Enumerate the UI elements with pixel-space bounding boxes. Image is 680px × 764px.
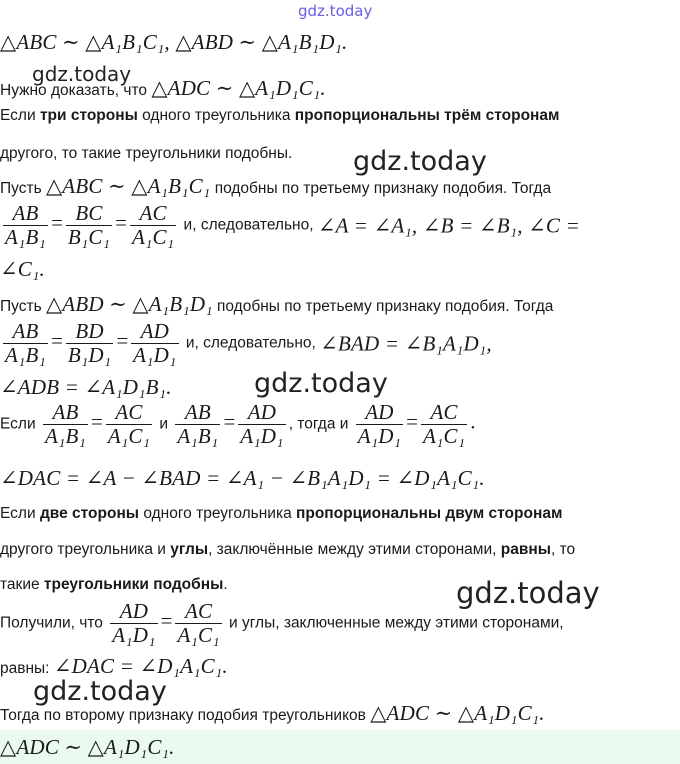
- numerator: AC: [421, 401, 467, 425]
- rule1-line2: [0, 144, 292, 164]
- given-line: [0, 32, 348, 55]
- step1-line2: $\frac{AB}{\text{A₁B₁}}$ = $\frac{BC}{\text{B₁C₁}}$ = $\frac{AC}{\text{A₁C₁}}$ и, следовательно, ∠A = ∠A₁, ∠B = ∠B₁, ∠C =: [5, 201, 580, 249]
- denominator: A₁D₁: [357, 424, 402, 448]
- prove-line: [0, 78, 326, 101]
- numerator: AB: [3, 202, 48, 226]
- text: другого, то такие треугольники подобны.: [0, 145, 293, 162]
- watermark: gdz.today: [456, 576, 600, 610]
- numerator: AD: [131, 320, 178, 344]
- text: , тогда и: [288, 415, 353, 433]
- rule2-line1: [0, 504, 562, 524]
- numerator: BD: [66, 320, 113, 344]
- bold-text: углы: [170, 541, 209, 558]
- denominator: A₁C₁: [107, 424, 151, 448]
- watermark: gdz.today: [298, 2, 373, 20]
- text: Если: [0, 415, 40, 433]
- text: Получили, что: [0, 614, 108, 632]
- numerator: AB: [43, 401, 88, 425]
- text: , то: [550, 541, 576, 558]
- numerator: AD: [356, 401, 403, 425]
- bold-text: равны: [500, 541, 551, 558]
- numerator: AC: [106, 401, 152, 425]
- text: Если: [0, 505, 40, 522]
- text: подобны по третьему признаку подобия. Тогда: [210, 180, 552, 197]
- text: Пусть: [0, 298, 46, 315]
- text: подобны по третьему признаку подобия. Тогда: [212, 298, 554, 315]
- text: другого треугольника и: [0, 541, 171, 558]
- denominator: A₁B₁: [5, 343, 47, 367]
- text: и, следовательно,: [181, 334, 321, 352]
- bold-text: две стороны: [39, 505, 140, 522]
- formula: △ABC ∼ △A₁B₁C₁: [45, 174, 211, 198]
- fraction: [130, 202, 176, 249]
- text: такие: [0, 576, 44, 593]
- rule1-line1: [0, 106, 560, 126]
- step2-line3: [0, 377, 172, 400]
- text: одного треугольника: [137, 107, 295, 124]
- fraction: [356, 401, 403, 448]
- bold-text: три стороны: [39, 107, 138, 124]
- fraction: [43, 401, 88, 448]
- denominator: B₁D₁: [67, 343, 112, 367]
- denominator: A₁D₁: [240, 424, 284, 448]
- formula: ∠DAC = ∠A − ∠BAD = ∠A₁ − ∠B₁A₁D₁ = ∠D₁A₁C₁.: [0, 466, 485, 490]
- watermark: gdz.today: [33, 676, 167, 707]
- numerator: AC: [175, 600, 221, 624]
- fraction: [66, 320, 113, 367]
- fraction: [238, 401, 285, 448]
- answer-line: [0, 737, 175, 760]
- denominator: A₁B₁: [177, 424, 219, 448]
- fraction: [3, 202, 48, 249]
- text: , заключённые между этими сторонами,: [208, 541, 501, 558]
- denominator: A₁D₁: [133, 343, 177, 367]
- prove-text: Нужно доказать, что: [0, 82, 152, 99]
- fraction: [106, 401, 152, 448]
- text: Тогда по второму признаку подобия треугольников: [0, 707, 371, 724]
- text: .: [470, 409, 476, 434]
- rule2-line2: [0, 540, 575, 560]
- step2-line1: [0, 294, 553, 317]
- given-formula: △ABC ∼ △A₁B₁C₁, △ABD ∼ △A₁B₁D₁.: [0, 30, 348, 54]
- step4-line2: [0, 656, 228, 679]
- angle-equation-line: [0, 468, 485, 491]
- denominator: A₁B₁: [44, 424, 86, 448]
- step2-line2: $\frac{AB}{\text{A₁B₁}}$ = $\frac{BD}{\text{B₁D₁}}$ = $\frac{AD}{\text{A₁D₁}}$ и, следовательно, ∠BAD = ∠B₁A₁D₁,: [5, 319, 492, 367]
- bold-text: треугольники подобны: [43, 576, 224, 593]
- answer-formula: △ADC ∼ △A₁D₁C₁.: [0, 735, 175, 759]
- fraction: [66, 202, 112, 249]
- numerator: AC: [130, 202, 176, 226]
- formula: ∠ADB = ∠A₁D₁B₁.: [0, 375, 172, 399]
- denominator: A₁C₁: [177, 623, 220, 647]
- rule2-line3: [0, 575, 228, 595]
- watermark: gdz.today: [254, 368, 388, 399]
- numerator: BC: [66, 202, 112, 226]
- formula: △ADC ∼ △A₁D₁C₁.: [370, 701, 545, 725]
- text: Если: [0, 107, 40, 124]
- watermark: gdz.today: [32, 62, 132, 86]
- text: и: [155, 415, 173, 433]
- formula: ∠C₁.: [0, 257, 45, 281]
- text: одного треугольника: [139, 505, 296, 522]
- formula: △ABD ∼ △A₁B₁D₁: [45, 292, 213, 316]
- text: и, следовательно,: [179, 216, 318, 234]
- step1-line1: [0, 176, 551, 199]
- step1-line3: [0, 259, 45, 282]
- numerator: AD: [110, 600, 157, 624]
- denominator: A₁B₁: [5, 225, 47, 249]
- fraction: [3, 320, 48, 367]
- formula: ∠BAD = ∠B₁A₁D₁,: [320, 331, 492, 356]
- denominator: A₁C₁: [132, 225, 175, 249]
- fraction: [175, 401, 220, 448]
- prove-formula: △ADC ∼ △A₁D₁C₁.: [151, 76, 326, 100]
- denominator: A₁C₁: [423, 424, 466, 448]
- numerator: AB: [3, 320, 48, 344]
- formula: ∠DAC = ∠D₁A₁C₁.: [53, 654, 228, 678]
- fraction: [131, 320, 178, 367]
- fraction: [175, 600, 221, 647]
- text: равны:: [0, 660, 54, 677]
- text: и углы, заключенные между этими сторонами,: [224, 614, 564, 632]
- bold-text: пропорциональны трём сторонам: [294, 107, 560, 124]
- text: Пусть: [0, 180, 46, 197]
- fraction: [110, 600, 157, 647]
- bold-text: пропорциональны двум сторонам: [296, 505, 563, 522]
- text: .: [223, 576, 228, 593]
- step3-line: Если $\frac{AB}{\text{A₁B₁}}$ = $\frac{AC}{\text{A₁C₁}}$ и $\frac{AB}{\text{A₁B₁}}$ = $\frac{AD}{\text{A₁D₁}}$ , тогда и $\frac{AD}{\text{A₁D₁}}$ = $\frac{AC}{\text{A₁C₁}}$ .: [0, 400, 476, 448]
- step4-line1: Получили, что $\frac{AD}{\text{A₁D₁}}$ = $\frac{AC}{\text{A₁C₁}}$ и углы, заключенные между этими сторонами,: [0, 599, 564, 647]
- conclusion-line: [0, 703, 545, 726]
- denominator: B₁C₁: [67, 225, 111, 249]
- numerator: AB: [175, 401, 220, 425]
- formula: ∠A = ∠A₁, ∠B = ∠B₁, ∠C =: [317, 213, 580, 238]
- watermark: gdz.today: [353, 146, 487, 177]
- denominator: A₁D₁: [112, 623, 156, 647]
- numerator: AD: [238, 401, 285, 425]
- fraction: [421, 401, 467, 448]
